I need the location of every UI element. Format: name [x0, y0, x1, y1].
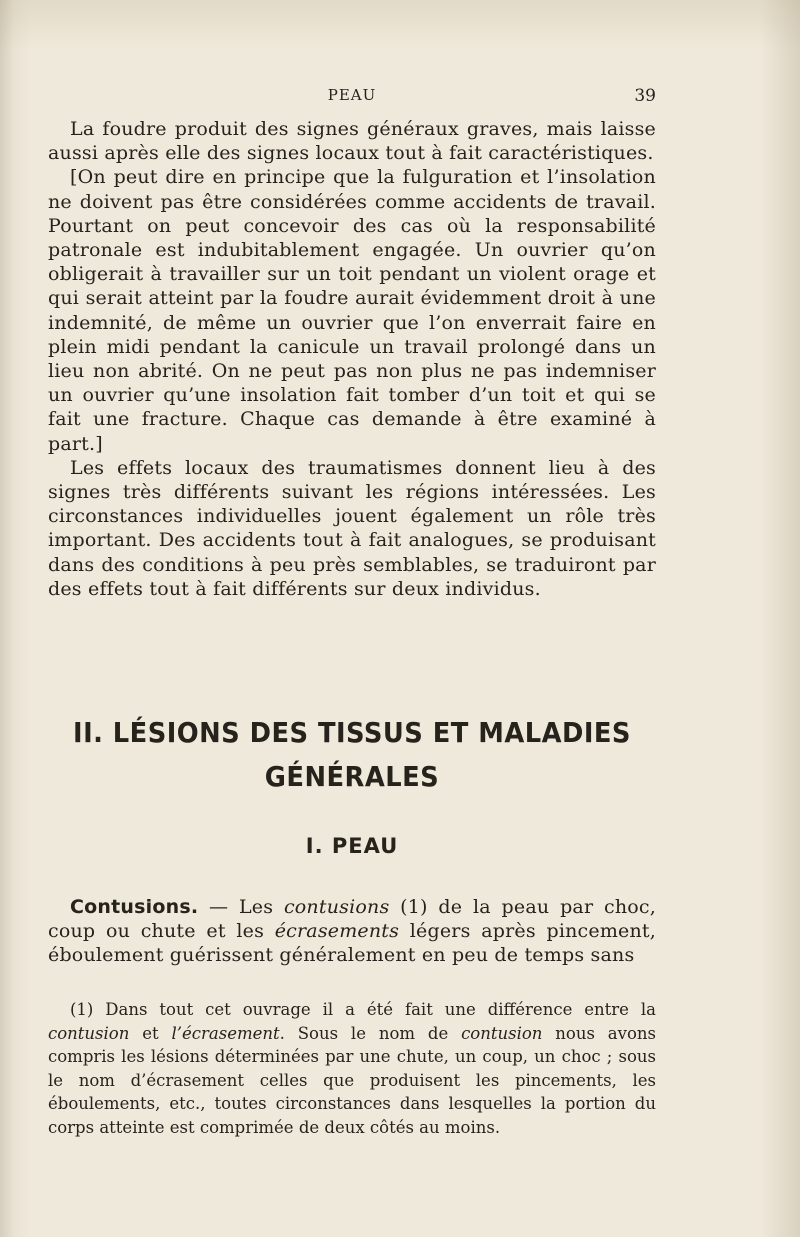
page-header [48, 86, 656, 110]
section-title-line-1: II. LÉSIONS DES TISSUS ET MALADIES [73, 716, 631, 749]
contusions-dash: — Les [198, 896, 284, 918]
footnote-part-4: nous avons compris les lésions déterminées par une chute, un coup, un choc ; sous le nom d’écrasement celles que produisent les pincements, les éboulements, etc., toutes circonstances dans lesquelles la portion du corps atteinte est comprimée de deux côtés au moins. [48, 1023, 656, 1137]
page-number: 39 [634, 86, 656, 106]
paragraph-fulguration: [On peut dire en principe que la fulguration et l’insolation ne doivent pas être considérées comme accidents de travail. Pourtant on peut concevoir des cas où la responsabilité patronale est indubitablement engagée. Un ouvrier qu’on obligerait à travailler sur un toit pendant un violent orage et qui serait atteint par la foudre aurait évidemment droit à une indemnité, de même un ouvrier que l’on enverrait faire en plein midi pendant la canicule un travail prolongé dans un lieu non abrité. On ne peut pas non plus ne pas indemniser un ouvrier qu’une insolation fait tomber d’un toit et qui se fait une fracture. Chaque cas demande à être examiné à part.] [48, 166, 656, 455]
paragraph-effets-locaux: Les effets locaux des traumatismes donnent lieu à des signes très différents suivant les régions intéressées. Les circonstances individuelles jouent également un rôle très important. Des accidents tout à fait analogues, se produisant dans des conditions à peu près semblables, se traduiront par des effets tout à fait différents sur deux individus. [48, 456, 656, 600]
footnote-part-2: et [129, 1023, 172, 1043]
footnote-part-3: . Sous le nom de [279, 1023, 462, 1043]
section-title [72, 711, 631, 799]
footnote-part-1: (1) Dans tout cet ouvrage il a été fait une différence entre la [70, 1000, 656, 1019]
footnote-italic-contusion-2: contusion [461, 1023, 543, 1043]
subsection-title: I. PEAU [305, 834, 399, 858]
contusions-italic: contusions [283, 896, 390, 918]
footnote-italic-contusion: contusion [48, 1023, 130, 1043]
contusions-heading: Contusions. [70, 896, 199, 918]
paragraph-foudre: La foudre produit des signes généraux graves, mais laisse aussi après elle des signes locaux tout à fait caractéristiques. [48, 118, 656, 165]
contusions-paragraph [48, 895, 656, 968]
running-head: PEAU [327, 86, 377, 104]
footnote-italic-ecrasement: l’écrasement [171, 1023, 280, 1043]
footnote [48, 998, 656, 1140]
contusions-ref: (1) de la peau par choc, coup ou chute et les [48, 896, 656, 943]
section-title-line-2: GÉNÉRALES [264, 760, 440, 793]
ecrasements-italic: écrasements [274, 920, 400, 943]
body-text [48, 117, 656, 601]
contusions-rest: légers après pincement, éboulement guérissent généralement en peu de temps sans [48, 920, 656, 967]
